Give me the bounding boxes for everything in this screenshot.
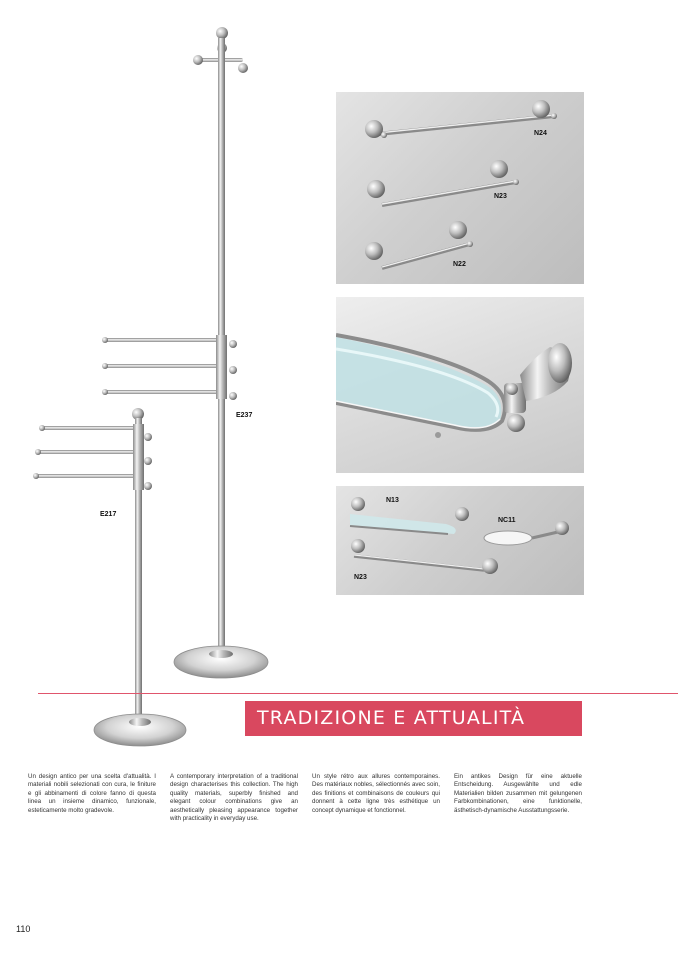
shelf-code: N13 (386, 497, 399, 504)
shelf-soapdish-photo (336, 486, 584, 595)
bar-long-code: N24 (534, 130, 547, 137)
glass-shelf-closeup-photo (336, 297, 584, 473)
description-english: A contemporary interpretation of a traditional design characterises this collection. The high quality materials, superbly finished and elegant colour combinations give an aesthetically pleasing appearance together with practicality in everyday use. (170, 773, 298, 823)
bar-medium-code: N23 (494, 193, 507, 200)
towel-bars-photo (336, 92, 584, 284)
towel-bars-illustration (336, 92, 584, 284)
description-italian: Un design antico per una scelta d'attualità. I materiali nobili selezionati con cura, le finiture e gli abbinamenti di colore fanno di questa linea un insieme dinamico, funzionale, esteticamente molto gradevole. (28, 773, 156, 814)
soap-dish-code: NC11 (498, 517, 516, 524)
description-german: Ein antikes Design für eine aktuelle Entscheidung. Ausgewählte und edle Materialien bilden zusammen mit gelungenen Farbkombinationen, eine funktionelle, ästhetisch-dynamische Ausstattungsserie. (454, 773, 582, 814)
description-french: Un style rétro aux allures contemporaines. Des matériaux nobles, sélectionnés avec soin, des finitions et combinaisons de couleurs qui donnent à cette ligne très esthétique un concept dynamique et fonctionnel. (312, 773, 440, 814)
stand-tall-code: E237 (236, 412, 253, 419)
bar-bottom-code: N23 (354, 574, 367, 581)
page-number: 110 (16, 924, 31, 934)
bar-short-code: N22 (453, 261, 466, 268)
shelf-soapdish-illustration (336, 486, 584, 595)
title-banner (245, 701, 582, 736)
banner-rule (38, 693, 678, 694)
towel-stand-short-image (30, 400, 200, 755)
stand-short-code: E217 (100, 511, 117, 518)
glass-shelf-illustration (336, 297, 584, 473)
banner-title: TRADIZIONE E ATTUALITÀ (257, 707, 526, 729)
